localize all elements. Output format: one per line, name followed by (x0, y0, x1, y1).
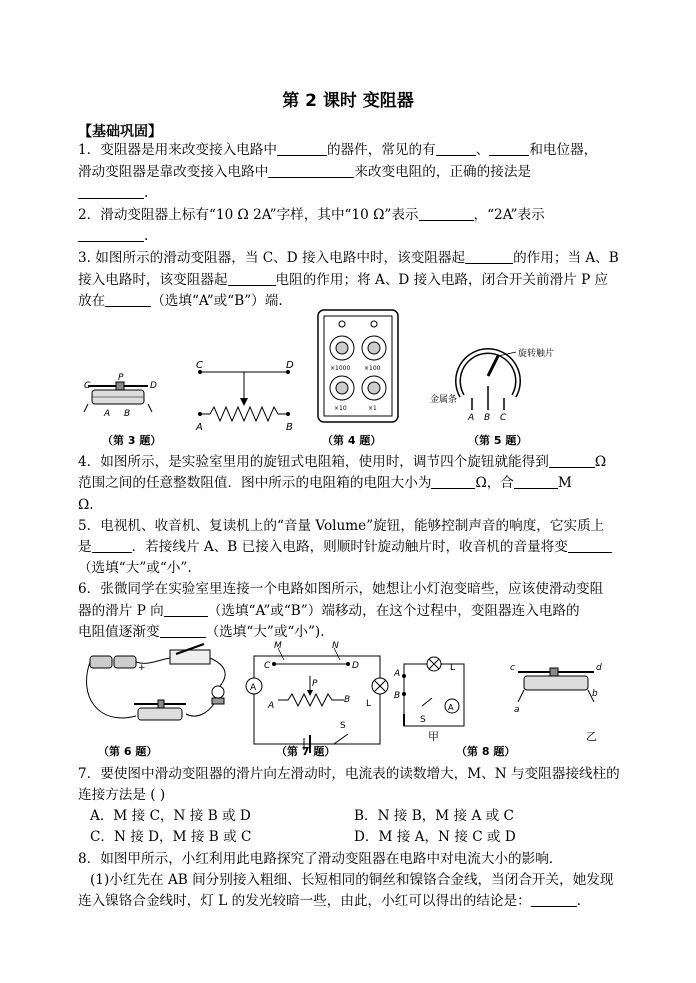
option-d[interactable]: D．M 接 A，N 接 C 或 D (354, 829, 516, 845)
figure-5-caption: （第 5 题） (468, 434, 528, 447)
question-3-line-1: 3. 如图所示的滑动变阻器，当 C、D 接入电路中时，该变阻器起 的作用；当 A、B (78, 250, 619, 266)
svg-text:d: d (596, 663, 602, 673)
figures-row-2 (78, 636, 623, 756)
question-6-line-3: 电阻值逐渐变 （选填“大”或“小”). (78, 624, 325, 640)
figure-3-caption: （第 3 题） (102, 434, 162, 447)
svg-text:×100: ×100 (364, 365, 381, 372)
question-4-line-1: 4．如图所示，是实验室里用的旋钮式电阻箱，使用时，调节四个旋钮就能得到 Ω (78, 454, 607, 470)
question-1-line-2: 滑动变阻器是靠改变接入电路中 来改变电阻的，正确的接法是 (78, 164, 532, 180)
blank[interactable] (514, 474, 558, 489)
svg-text:B: B (484, 413, 491, 423)
svg-text:B: B (286, 422, 293, 433)
svg-text:a: a (514, 705, 520, 715)
svg-text:A: A (268, 701, 275, 711)
svg-text:旋转触片: 旋转触片 (518, 349, 555, 359)
blank[interactable] (164, 602, 208, 617)
figure-7-caption: （第 7 题） (276, 745, 336, 758)
svg-text:A: A (468, 413, 475, 423)
figures-row-1 (78, 306, 623, 446)
question-5-line-2: 是 ．若接线片 A、B 已接入电路，则顺时针旋动触片时，收音机的音量将变 (78, 537, 623, 557)
circuit-schematic-fig7 (246, 641, 388, 753)
real-circuit-figure (87, 644, 226, 720)
question-3-line-3: 放在 （选填“A”或“B”）端. (78, 293, 283, 309)
svg-text:+: + (138, 663, 146, 673)
question-7-line-2: 连接方法是 ( ) (78, 787, 166, 803)
blank[interactable] (419, 206, 474, 221)
svg-text:A: A (448, 703, 454, 712)
question-4-line-2: 范围之间的任意整数阻值．图中所示的电阻箱的电阻大小为 Ω，合 M (78, 475, 572, 491)
svg-text:×1: ×1 (368, 405, 377, 412)
slide-rheostat-fig8-yi (510, 663, 602, 715)
svg-text:A: A (196, 422, 203, 433)
svg-text:N: N (332, 641, 339, 651)
resistance-box-figure (318, 310, 398, 422)
svg-text:B: B (124, 409, 131, 419)
svg-text:C: C (196, 360, 203, 371)
svg-text:金属条: 金属条 (430, 395, 458, 405)
page-title: 第 2 课时 变阻器 (282, 91, 414, 111)
blank[interactable] (268, 163, 354, 178)
svg-text:M: M (274, 641, 282, 651)
potentiometer-figure (430, 347, 554, 423)
blank[interactable] (549, 453, 595, 468)
svg-text:B: B (394, 691, 401, 701)
circuit-schematic-fig8-jia (393, 657, 464, 726)
svg-text:D: D (150, 381, 157, 391)
figure-8-jia-label: 甲 (428, 730, 439, 743)
svg-text:B: B (344, 695, 351, 705)
svg-text:C: C (264, 661, 271, 671)
question-1-line-3: . (78, 183, 623, 203)
figure-8-yi-label: 乙 (586, 730, 597, 743)
question-6-line-1: 6．张微同学在实验室里连接一个电路如图所示，她想让小灯泡变暗些，应该使滑动变阻 (78, 581, 604, 597)
figure-8-caption: （第 8 题） (456, 745, 516, 758)
rheostat-schematic (195, 360, 294, 433)
svg-text:A: A (250, 683, 257, 693)
svg-text:S: S (420, 715, 426, 725)
question-8-line-3: 连入镍铬合金线时，灯 L 的发光较暗一些，由此，小红可以得出的结论是： . (78, 893, 581, 909)
question-7-line-1: 7．要使图中滑动变阻器的滑片向左滑动时，电流表的读数增大，M、N 与变阻器接线柱的 (78, 766, 620, 782)
blank[interactable] (92, 538, 132, 553)
option-c[interactable]: C．N 接 D，M 接 B 或 C (90, 829, 252, 845)
question-2-line-1: 2．滑动变阻器上标有“10 Ω 2A”字样，其中“10 Ω”表示 ，“2A”表示 (78, 207, 545, 223)
blank[interactable] (277, 141, 327, 156)
figure-4-caption: （第 4 题） (322, 434, 382, 447)
blank[interactable] (489, 141, 529, 156)
question-4-line-3: Ω. (78, 497, 94, 513)
question-6-line-2: 器的滑片 P 向 （选填“A”或“B”）端移动，在这个过程中，变阻器连入电路的 (78, 603, 580, 619)
blank[interactable] (436, 141, 476, 156)
blank[interactable] (78, 184, 144, 199)
question-2-line-2: . (78, 226, 623, 246)
svg-text:C: C (500, 413, 507, 423)
blank[interactable] (78, 227, 144, 242)
question-8-line-1: 8．如图甲所示，小红利用此电路探究了滑动变阻器在电路中对电流大小的影响． (78, 851, 563, 867)
svg-text:P: P (118, 373, 124, 383)
blank[interactable] (465, 249, 513, 264)
svg-text:S: S (340, 721, 346, 731)
svg-text:×1000: ×1000 (330, 365, 351, 372)
blank[interactable] (105, 292, 151, 307)
svg-text:L: L (366, 699, 372, 709)
option-a[interactable]: A．M 接 C，N 接 B 或 D (90, 808, 251, 824)
question-1-line-1: 1．变阻器是用来改变接入电路中 的器件，常见的有 、 和电位器， (78, 142, 598, 158)
svg-text:A: A (104, 409, 111, 419)
svg-text:D: D (352, 661, 359, 671)
svg-text:D: D (286, 360, 294, 371)
option-b[interactable]: B．N 接 B，M 接 A 或 C (354, 808, 514, 824)
blank[interactable] (431, 474, 475, 489)
blank[interactable] (531, 892, 577, 907)
svg-text:b: b (592, 689, 598, 699)
svg-text:P: P (312, 679, 318, 689)
svg-text:c: c (510, 663, 515, 673)
blank[interactable] (228, 271, 276, 286)
svg-text:C: C (84, 381, 91, 391)
svg-text:L: L (450, 663, 456, 673)
slide-rheostat-figure (84, 373, 157, 419)
question-5-line-3: （选填“大”或“小”. (78, 560, 192, 576)
svg-text:A: A (394, 669, 401, 679)
question-3-line-2: 接入电路时，该变阻器起 电阻的作用；将 A、D 接入电路，闭合开关前滑片 P 应 (78, 272, 609, 288)
blank[interactable] (568, 538, 612, 553)
section-heading: 【基础巩固】 (78, 124, 162, 140)
figure-6-caption: （第 6 题） (98, 745, 158, 758)
question-5-line-1: 5．电视机、收音机、复读机上的“音量 Volume”旋钮，能够控制声音的响度，它实质上 (78, 518, 605, 534)
svg-text:×10: ×10 (334, 405, 347, 412)
question-8-line-2: (1)小红先在 AB 间分别接入粗细、长短相同的铜丝和镍铬合金线，当闭合开关，她发现 (90, 872, 614, 888)
